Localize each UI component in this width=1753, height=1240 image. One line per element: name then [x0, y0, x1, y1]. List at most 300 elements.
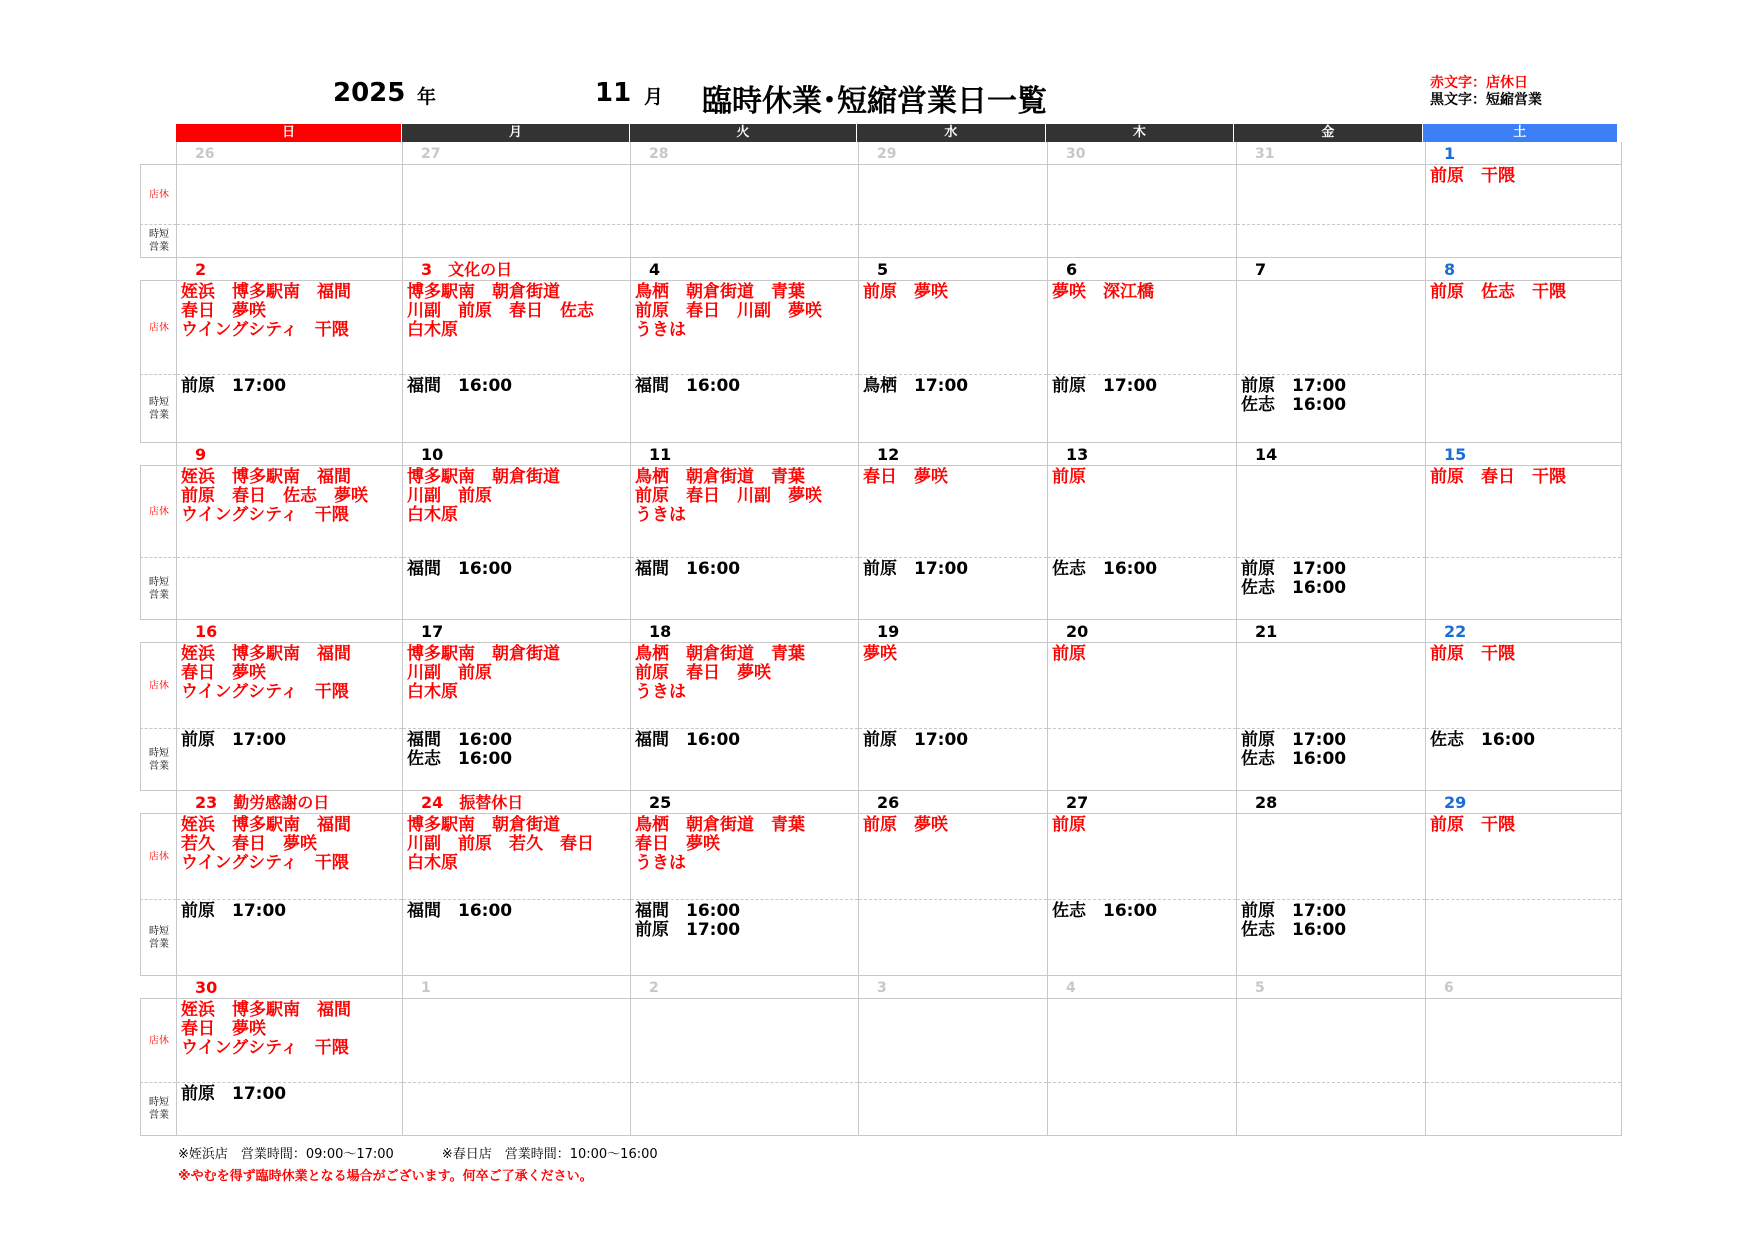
day-number: 7: [1255, 260, 1267, 279]
closed-store-lines: [1052, 645, 1086, 664]
closed-store-lines: [863, 468, 948, 487]
day-number: 27: [1066, 793, 1089, 812]
closed-store-line: ウイングシティ 干隈: [181, 682, 349, 702]
day-cell: [859, 976, 1048, 1136]
page-title: 臨時休業･短縮営業日一覧: [702, 84, 1047, 119]
closed-stores: [177, 465, 402, 557]
closed-store-line: 前原 春日 川副 夢咲: [635, 301, 822, 321]
day-cell: [1048, 976, 1237, 1136]
day-number: 28: [649, 146, 669, 162]
closed-store-line: 博多駅南 朝倉街道: [407, 815, 560, 835]
row-label-short-line2: 営業: [149, 242, 169, 253]
short-hours-line: 前原 17:00: [1241, 376, 1347, 396]
short-hours-lines: [635, 560, 740, 579]
day-number: 29: [1444, 793, 1467, 812]
month-value: 11: [595, 78, 632, 108]
row-label-short-line1: 時短: [149, 747, 169, 759]
closed-store-line: 前原 夢咲: [863, 815, 948, 835]
short-hours-lines: [863, 377, 968, 396]
closed-stores: [1426, 164, 1621, 224]
closed-store-lines: [1430, 167, 1515, 186]
day-cell: [1237, 142, 1426, 258]
short-hours-lines: [407, 377, 512, 396]
short-hours-line: 佐志 16:00: [1430, 730, 1536, 750]
day-number: 19: [877, 622, 900, 641]
day-cell: [1237, 443, 1426, 620]
short-hours-line: 福間 16:00: [635, 730, 741, 750]
day-cell: [1426, 620, 1622, 791]
row-label-short-line1: 時短: [149, 576, 169, 588]
short-hours-line: 前原 17:00: [181, 376, 287, 396]
row-label-short: [140, 374, 176, 443]
short-hours-stores: [1426, 728, 1621, 791]
short-hours-stores: [1048, 557, 1236, 620]
day-number: 31: [1255, 146, 1275, 162]
day-number: 8: [1444, 260, 1456, 279]
short-hours-line: 佐志 16:00: [1241, 920, 1347, 940]
day-cell: [403, 976, 631, 1136]
week-row: [140, 142, 1618, 258]
year-unit: 年: [417, 86, 437, 108]
closed-stores: [1237, 813, 1425, 899]
closed-stores: [403, 998, 630, 1082]
short-hours-line: 鳥栖 17:00: [863, 376, 969, 396]
row-label-closed: [140, 998, 176, 1082]
short-hours-line: 前原 17:00: [863, 559, 969, 579]
day-number: 28: [1255, 793, 1278, 812]
closed-stores: [403, 164, 630, 224]
closed-store-lines: [635, 816, 805, 873]
day-cell: [1048, 142, 1237, 258]
closed-store-line: 博多駅南 朝倉街道: [407, 644, 560, 664]
short-hours-line: 前原 17:00: [181, 730, 287, 750]
closed-store-line: 前原 夢咲: [863, 282, 948, 302]
short-hours-lines: [1430, 731, 1535, 750]
day-cell: [403, 620, 631, 791]
color-legend: [1430, 75, 1542, 109]
day-number: 15: [1444, 445, 1467, 464]
short-hours-stores: [1237, 224, 1425, 258]
row-label-short-text: [141, 396, 177, 422]
short-hours-stores: [177, 374, 402, 443]
closed-stores: [1426, 642, 1621, 728]
closure-warning: ※やむを得ず臨時休業となる場合がございます。何卒ご了承ください。: [178, 1169, 593, 1184]
closed-store-line: 鳥栖 朝倉街道 青葉: [635, 282, 805, 302]
closed-stores: [859, 280, 1047, 374]
weekday-fri: 金: [1234, 124, 1422, 142]
row-label-short-line2: 営業: [149, 1110, 169, 1121]
closed-store-line: 前原: [1052, 467, 1086, 487]
row-label-short: [140, 728, 176, 791]
short-hours-line: 佐志 16:00: [1052, 559, 1158, 579]
short-hours-lines: [181, 377, 286, 396]
closed-stores: [1048, 465, 1236, 557]
closed-stores: [177, 280, 402, 374]
closed-stores: [631, 164, 858, 224]
row-label-closed-text: 店休: [149, 189, 169, 200]
closed-stores: [631, 280, 858, 374]
short-hours-stores: [1426, 1082, 1621, 1136]
closed-store-lines: [407, 468, 560, 525]
closed-store-line: 姪浜 博多駅南 福間: [181, 1000, 351, 1020]
short-hours-stores: [859, 557, 1047, 620]
closed-store-line: 姪浜 博多駅南 福間: [181, 644, 351, 664]
row-label-closed-text: 店休: [149, 322, 169, 333]
short-hours-stores: [1426, 224, 1621, 258]
short-hours-stores: [403, 557, 630, 620]
row-label-closed: [140, 465, 176, 557]
day-number: 1: [1444, 144, 1456, 163]
short-hours-line: 前原 17:00: [1241, 730, 1347, 750]
row-label-closed-text: 店休: [149, 851, 169, 862]
closed-store-line: 前原 干隈: [1430, 166, 1515, 186]
closed-stores: [177, 813, 402, 899]
day-cell: [403, 142, 631, 258]
day-number: 6: [1444, 980, 1454, 996]
day-number: 18: [649, 622, 672, 641]
closed-stores: [859, 164, 1047, 224]
short-hours-lines: [1241, 560, 1346, 598]
short-hours-lines: [1241, 377, 1346, 415]
short-hours-line: 佐志 16:00: [407, 749, 513, 769]
short-hours-lines: [407, 731, 512, 769]
short-hours-lines: [407, 560, 512, 579]
day-cell: [1426, 976, 1622, 1136]
closed-stores: [1048, 642, 1236, 728]
closed-store-line: 前原: [1052, 644, 1086, 664]
day-cell: [631, 791, 859, 976]
short-hours-stores: [1426, 374, 1621, 443]
closed-store-line: 博多駅南 朝倉街道: [407, 282, 560, 302]
day-cell: [1237, 976, 1426, 1136]
day-cell: [176, 976, 403, 1136]
day-cell: [176, 791, 403, 976]
short-hours-stores: [1426, 899, 1621, 976]
weekday-tue: 火: [630, 124, 857, 142]
day-number: 5: [877, 260, 889, 279]
closed-store-lines: [1052, 283, 1154, 302]
week-row: [140, 258, 1618, 443]
short-hours-line: 前原 17:00: [181, 901, 287, 921]
short-hours-line: 佐志 16:00: [1241, 578, 1347, 598]
day-number: 16: [195, 622, 218, 641]
short-hours-lines: [1052, 560, 1157, 579]
closed-store-line: 前原 春日 佐志 夢咲: [181, 486, 368, 506]
short-hours-stores: [1048, 899, 1236, 976]
closed-store-line: 前原 春日 夢咲: [635, 663, 771, 683]
short-hours-lines: [635, 902, 740, 940]
row-label-short-line1: 時短: [149, 925, 169, 937]
short-hours-stores: [403, 224, 630, 258]
closed-stores: [1426, 998, 1621, 1082]
closed-store-line: 白木原: [407, 505, 458, 525]
closed-stores: [1237, 642, 1425, 728]
short-hours-stores: [1048, 224, 1236, 258]
short-hours-stores: [859, 899, 1047, 976]
week-row: [140, 791, 1618, 976]
day-cell: [1048, 443, 1237, 620]
closed-store-line: ウイングシティ 干隈: [181, 853, 349, 873]
closed-stores: [1048, 164, 1236, 224]
short-hours-stores: [631, 224, 858, 258]
day-number: 6: [1066, 260, 1078, 279]
day-cell: [403, 791, 631, 976]
closed-stores: [1237, 280, 1425, 374]
business-hours-notes: [178, 1144, 658, 1166]
short-hours-stores: [631, 899, 858, 976]
closed-store-lines: [181, 816, 351, 873]
closed-stores: [177, 642, 402, 728]
closed-store-line: 姪浜 博多駅南 福間: [181, 467, 351, 487]
closed-store-line: 春日 夢咲: [863, 467, 948, 487]
closed-store-line: 川副 前原: [407, 663, 492, 683]
weekday-wed: 水: [857, 124, 1045, 142]
short-hours-line: 前原 17:00: [181, 1084, 287, 1104]
short-hours-stores: [859, 728, 1047, 791]
closed-stores: [1048, 998, 1236, 1082]
day-cell: [1048, 620, 1237, 791]
day-cell: [859, 443, 1048, 620]
short-hours-lines: [863, 731, 968, 750]
short-hours-lines: [863, 560, 968, 579]
short-hours-stores: [1237, 899, 1425, 976]
short-hours-stores: [403, 728, 630, 791]
row-label-short-line2: 営業: [149, 760, 169, 772]
weekday-header-row: [176, 124, 1618, 142]
closed-store-line: 前原 佐志 干隈: [1430, 282, 1566, 302]
day-cell: [1426, 142, 1622, 258]
day-cell: [631, 443, 859, 620]
closed-store-line: 姪浜 博多駅南 福間: [181, 282, 351, 302]
day-number: 4: [1066, 980, 1076, 996]
short-hours-line: 佐志 16:00: [1241, 749, 1347, 769]
day-cell: [176, 620, 403, 791]
closed-store-lines: [181, 283, 351, 340]
short-hours-stores: [177, 1082, 402, 1136]
short-hours-stores: [859, 374, 1047, 443]
row-label-closed-text: 店休: [149, 680, 169, 691]
day-number: 25: [649, 793, 672, 812]
day-cell: [1426, 443, 1622, 620]
closed-store-line: 春日 夢咲: [635, 834, 720, 854]
row-label-short-line2: 営業: [149, 589, 169, 601]
short-hours-stores: [859, 1082, 1047, 1136]
short-hours-line: 前原 17:00: [1241, 901, 1347, 921]
day-cell: [403, 443, 631, 620]
closed-stores: [1048, 813, 1236, 899]
closed-store-lines: [1430, 283, 1566, 302]
closed-store-lines: [1052, 468, 1086, 487]
closed-stores: [859, 465, 1047, 557]
short-hours-line: 福間 16:00: [635, 901, 741, 921]
short-hours-stores: [631, 1082, 858, 1136]
short-hours-line: 福間 16:00: [407, 376, 513, 396]
short-hours-lines: [1241, 731, 1346, 769]
short-hours-lines: [635, 377, 740, 396]
row-label-short-text: [141, 1096, 177, 1122]
row-label-short: [140, 224, 176, 258]
short-hours-lines: [181, 1085, 286, 1104]
short-hours-lines: [181, 902, 286, 921]
day-cell: [859, 142, 1048, 258]
row-label-short-line1: 時短: [149, 1097, 169, 1108]
hours-note-meinohama: ※姪浜店 営業時間：09:00～17:00: [178, 1147, 394, 1162]
closed-store-line: 姪浜 博多駅南 福間: [181, 815, 351, 835]
short-hours-line: 前原 17:00: [1052, 376, 1158, 396]
short-hours-line: 福間 16:00: [407, 559, 513, 579]
day-cell: [1426, 258, 1622, 443]
day-number: 20: [1066, 622, 1089, 641]
closed-store-line: 前原 春日 川副 夢咲: [635, 486, 822, 506]
closed-stores: [859, 642, 1047, 728]
short-hours-lines: [1241, 902, 1346, 940]
day-number: 26: [195, 146, 215, 162]
closed-store-line: 夢咲: [863, 644, 897, 664]
short-hours-stores: [177, 899, 402, 976]
day-number: 11: [649, 445, 672, 464]
closed-store-line: 夢咲 深江橋: [1052, 282, 1154, 302]
day-cell: [631, 142, 859, 258]
closed-stores: [177, 164, 402, 224]
closed-store-line: ウイングシティ 干隈: [181, 1038, 349, 1058]
row-label-short: [140, 557, 176, 620]
short-hours-line: 佐志 16:00: [1052, 901, 1158, 921]
day-cell: [1237, 258, 1426, 443]
closed-store-lines: [635, 645, 805, 702]
row-label-short-text: [141, 228, 177, 254]
closed-store-lines: [181, 645, 351, 702]
closed-stores: [1237, 465, 1425, 557]
closed-store-line: 白木原: [407, 320, 458, 340]
closed-stores: [1426, 280, 1621, 374]
short-hours-lines: [407, 902, 512, 921]
day-number: 12: [877, 445, 900, 464]
closed-store-line: 川副 前原: [407, 486, 492, 506]
closed-stores: [403, 280, 630, 374]
closed-store-line: 春日 夢咲: [181, 663, 266, 683]
day-number: 29: [877, 146, 897, 162]
day-number: 2: [649, 980, 659, 996]
closed-store-line: 前原 干隈: [1430, 644, 1515, 664]
closed-stores: [859, 998, 1047, 1082]
day-cell: [176, 142, 403, 258]
day-number: 23 勤労感謝の日: [195, 793, 330, 812]
row-label-closed: [140, 813, 176, 899]
year-value: 2025: [333, 78, 406, 108]
closed-stores: [403, 642, 630, 728]
closed-stores: [1426, 465, 1621, 557]
week-row: [140, 976, 1618, 1136]
closed-stores: [1237, 998, 1425, 1082]
short-hours-stores: [631, 557, 858, 620]
hours-note-kasuga: ※春日店 営業時間：10:00～16:00: [441, 1147, 658, 1162]
day-number: 3: [877, 980, 887, 996]
short-hours-line: 前原 17:00: [635, 920, 741, 940]
short-hours-stores: [403, 1082, 630, 1136]
closed-store-line: 白木原: [407, 682, 458, 702]
closed-store-line: うきは: [635, 682, 686, 702]
row-label-short: [140, 899, 176, 976]
closed-store-lines: [635, 283, 822, 340]
day-number: 1: [421, 980, 431, 996]
closed-store-lines: [1430, 468, 1566, 487]
day-number: 26: [877, 793, 900, 812]
short-hours-stores: [177, 224, 402, 258]
row-label-short-line1: 時短: [149, 396, 169, 408]
day-cell: [403, 258, 631, 443]
closed-store-line: 鳥栖 朝倉街道 青葉: [635, 815, 805, 835]
day-number: 17: [421, 622, 444, 641]
closed-store-line: 前原: [1052, 815, 1086, 835]
short-hours-stores: [1048, 1082, 1236, 1136]
day-number: 22: [1444, 622, 1467, 641]
day-number: 13: [1066, 445, 1089, 464]
day-number: 2: [195, 260, 207, 279]
day-number: 10: [421, 445, 444, 464]
day-cell: [1237, 620, 1426, 791]
short-hours-stores: [1426, 557, 1621, 620]
closed-stores: [859, 813, 1047, 899]
closed-store-line: ウイングシティ 干隈: [181, 320, 349, 340]
short-hours-stores: [403, 374, 630, 443]
short-hours-stores: [1237, 728, 1425, 791]
short-hours-lines: [635, 731, 740, 750]
closed-store-lines: [407, 816, 594, 873]
day-cell: [176, 443, 403, 620]
closed-store-line: 春日 夢咲: [181, 1019, 266, 1039]
short-hours-line: 佐志 16:00: [1241, 395, 1347, 415]
row-label-closed-text: 店休: [149, 506, 169, 517]
closed-store-line: 川副 前原 春日 佐志: [407, 301, 594, 321]
row-label-short-line1: 時短: [149, 229, 169, 240]
closed-stores: [1426, 813, 1621, 899]
short-hours-line: 前原 17:00: [863, 730, 969, 750]
short-hours-stores: [1237, 557, 1425, 620]
weekday-sat: 土: [1423, 124, 1618, 142]
short-hours-line: 福間 16:00: [407, 730, 513, 750]
footer-notes: [178, 1144, 658, 1188]
closed-store-line: ウイングシティ 干隈: [181, 505, 349, 525]
closed-stores: [631, 813, 858, 899]
closed-store-lines: [1052, 816, 1086, 835]
row-label-closed: [140, 164, 176, 224]
short-hours-stores: [859, 224, 1047, 258]
day-cell: [631, 976, 859, 1136]
short-hours-stores: [631, 728, 858, 791]
day-cell: [176, 258, 403, 443]
closed-store-lines: [181, 468, 368, 525]
day-number: 5: [1255, 980, 1265, 996]
closed-store-line: 前原 春日 干隈: [1430, 467, 1566, 487]
day-number: 21: [1255, 622, 1278, 641]
month-unit: 月: [644, 86, 664, 108]
row-label-closed-text: 店休: [149, 1035, 169, 1046]
day-number: 3 文化の日: [421, 260, 513, 279]
closed-store-line: 鳥栖 朝倉街道 青葉: [635, 644, 805, 664]
short-hours-stores: [631, 374, 858, 443]
legend-closed: 赤文字：店休日: [1430, 75, 1528, 91]
day-cell: [631, 258, 859, 443]
day-cell: [859, 258, 1048, 443]
day-cell: [859, 620, 1048, 791]
row-label-short-text: [141, 925, 177, 951]
short-hours-line: 福間 16:00: [635, 376, 741, 396]
weekday-mon: 月: [402, 124, 629, 142]
closed-store-lines: [407, 283, 594, 340]
day-number: 27: [421, 146, 441, 162]
short-hours-stores: [1048, 374, 1236, 443]
short-hours-stores: [403, 899, 630, 976]
